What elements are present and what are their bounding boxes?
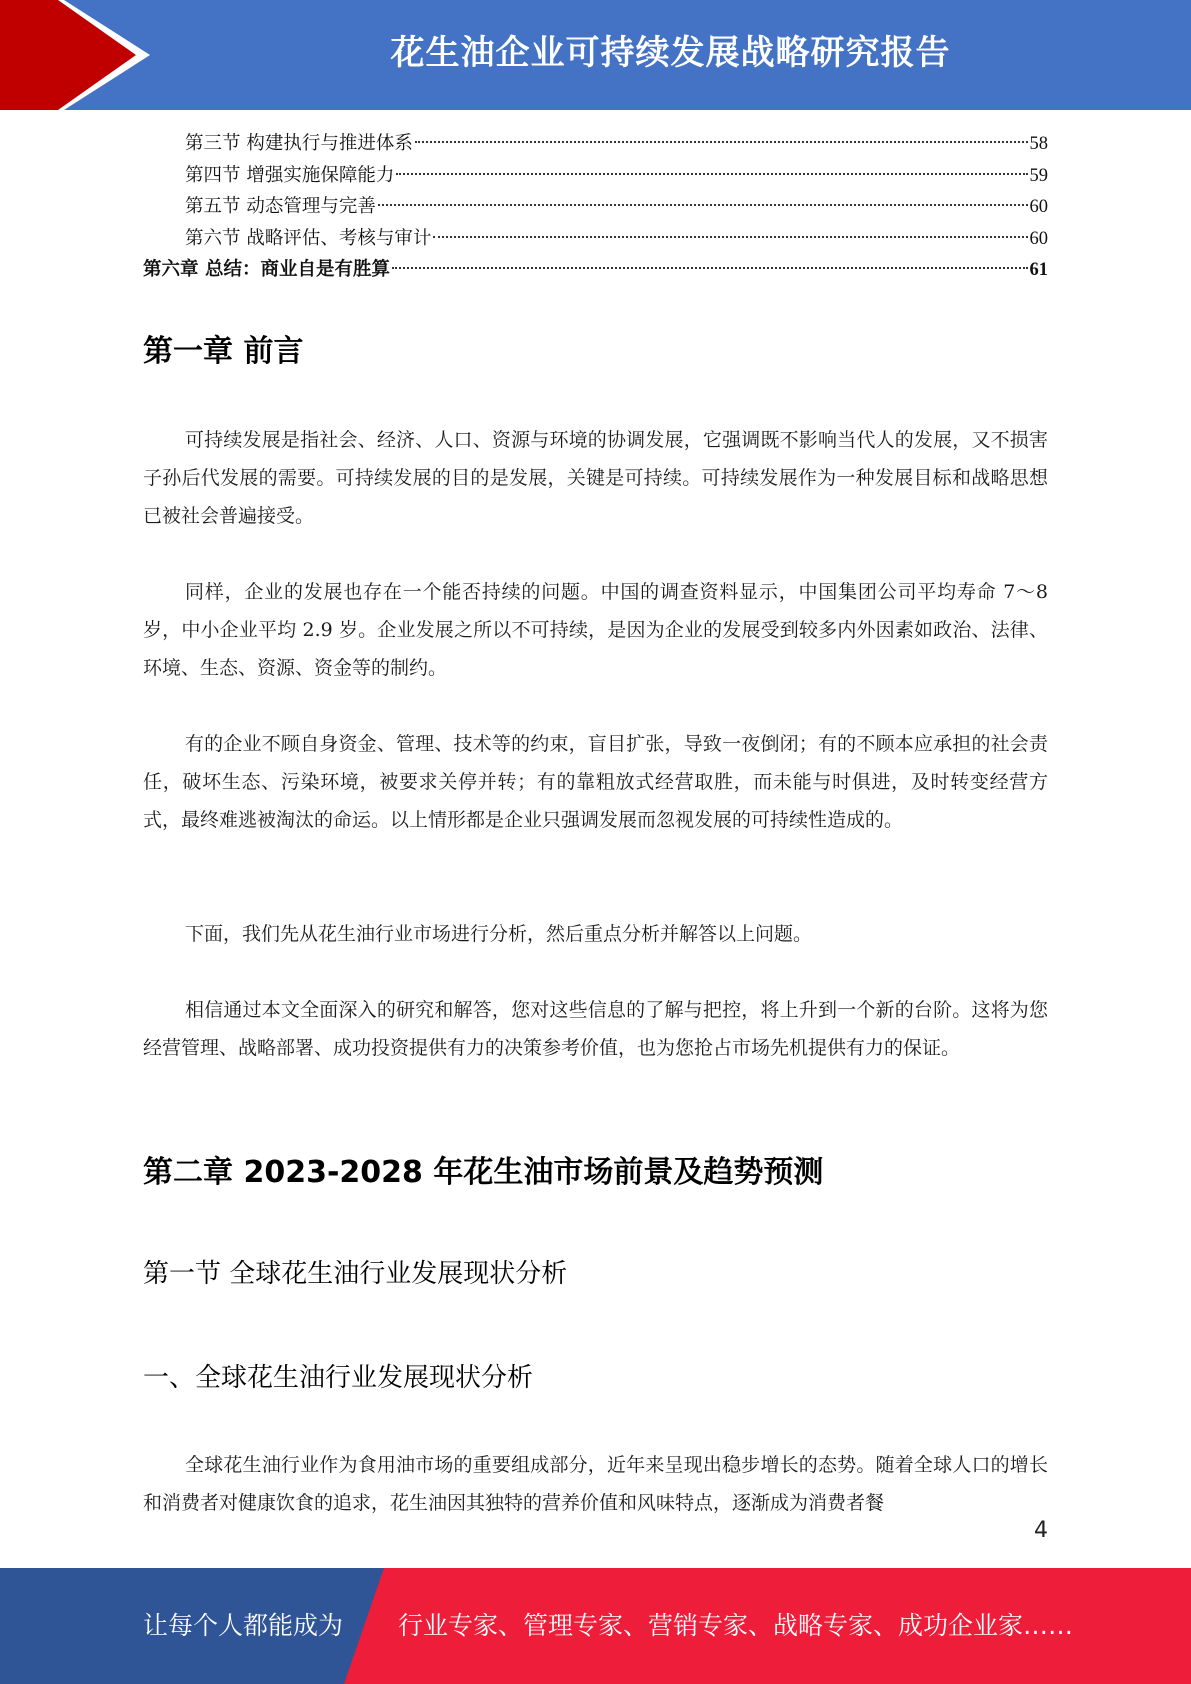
body-paragraph: 同样，企业的发展也存在一个能否持续的问题。中国的调查资料显示，中国集团公司平均寿命 7～8 岁，中小企业平均 2.9 岁。企业发展之所以不可持续，是因为企业的发展受到较多内外因素如政治、法律、环境、生态、资源、资金等的制约。 <box>143 581 1048 679</box>
page-footer <box>0 1568 1191 1684</box>
toc-entry-label: 第六章 总结：商业自是有胜算 <box>143 259 390 280</box>
toc-page-number: 58 <box>1029 134 1048 154</box>
table-of-contents <box>143 128 1048 286</box>
toc-entry[interactable] <box>143 223 1048 255</box>
toc-entry[interactable] <box>143 191 1048 223</box>
header-chevron-icon <box>0 0 160 110</box>
body-paragraph: 可持续发展是指社会、经济、人口、资源与环境的协调发展，它强调既不影响当代人的发展，又不损害子孙后代发展的需要。可持续发展的目的是发展，关键是可持续。可持续发展作为一种发展目标和战略思想已被社会普遍接受。 <box>143 429 1048 527</box>
footer-slogan-left: 让每个人都能成为 <box>143 1611 344 1640</box>
body-paragraph: 全球花生油行业作为食用油市场的重要组成部分，近年来呈现出稳步增长的态势。随着全球人口的增长和消费者对健康饮食的追求，花生油因其独特的营养价值和风味特点，逐渐成为消费者餐 <box>143 1454 1048 1514</box>
toc-entry-label: 第六节 战略评估、考核与审计 <box>185 227 432 249</box>
toc-leader <box>433 236 1027 238</box>
body-paragraph: 相信通过本文全面深入的研究和解答，您对这些信息的了解与把控，将上升到一个新的台阶。这将为您经营管理、战略部署、成功投资提供有力的决策参考价值，也为您抢占市场先机提供有力的保证。 <box>143 999 1048 1059</box>
toc-entry[interactable] <box>143 128 1048 160</box>
body-paragraph: 有的企业不顾自身资金、管理、技术等的约束，盲目扩张，导致一夜倒闭；有的不顾本应承担的社会责任，破坏生态、污染环境，被要求关停并转；有的靠粗放式经营取胜，而未能与时俱进，及时转变经营方式，最终难逃被淘汰的命运。以上情形都是企业只强调发展而忽视发展的可持续性造成的。 <box>143 733 1048 831</box>
chapter-1-heading: 第一章 前言 <box>143 334 304 369</box>
toc-leader <box>396 173 1027 175</box>
toc-entry-label: 第三节 构建执行与推进体系 <box>185 133 413 154</box>
toc-entry-label: 第五节 动态管理与完善 <box>185 196 376 217</box>
body-paragraph: 下面，我们先从花生油行业市场进行分析，然后重点分析并解答以上问题。 <box>185 923 813 945</box>
toc-page-number: 60 <box>1029 197 1048 217</box>
report-title: 花生油企业可持续发展战略研究报告 <box>390 33 951 73</box>
chapter-2-heading: 第二章 2023-2028 年花生油市场前景及趋势预测 <box>143 1155 824 1190</box>
toc-page-number: 61 <box>1029 260 1048 280</box>
toc-page-number: 59 <box>1029 165 1048 186</box>
footer-slogan-right: 行业专家、管理专家、营销专家、战略专家、成功企业家…… <box>398 1611 1074 1640</box>
page-header <box>0 0 1191 110</box>
toc-entry-label: 第四节 增强实施保障能力 <box>185 164 395 186</box>
toc-leader <box>378 204 1028 206</box>
toc-chapter-entry[interactable] <box>143 254 1048 286</box>
toc-entry[interactable] <box>143 160 1048 192</box>
toc-leader <box>415 141 1028 143</box>
section-heading: 第一节 全球花生油行业发展现状分析 <box>143 1259 568 1289</box>
toc-leader <box>392 267 1028 269</box>
toc-page-number: 60 <box>1029 228 1048 249</box>
page-number: 4 <box>1034 1518 1048 1543</box>
subsection-heading: 一、全球花生油行业发展现状分析 <box>143 1363 534 1393</box>
